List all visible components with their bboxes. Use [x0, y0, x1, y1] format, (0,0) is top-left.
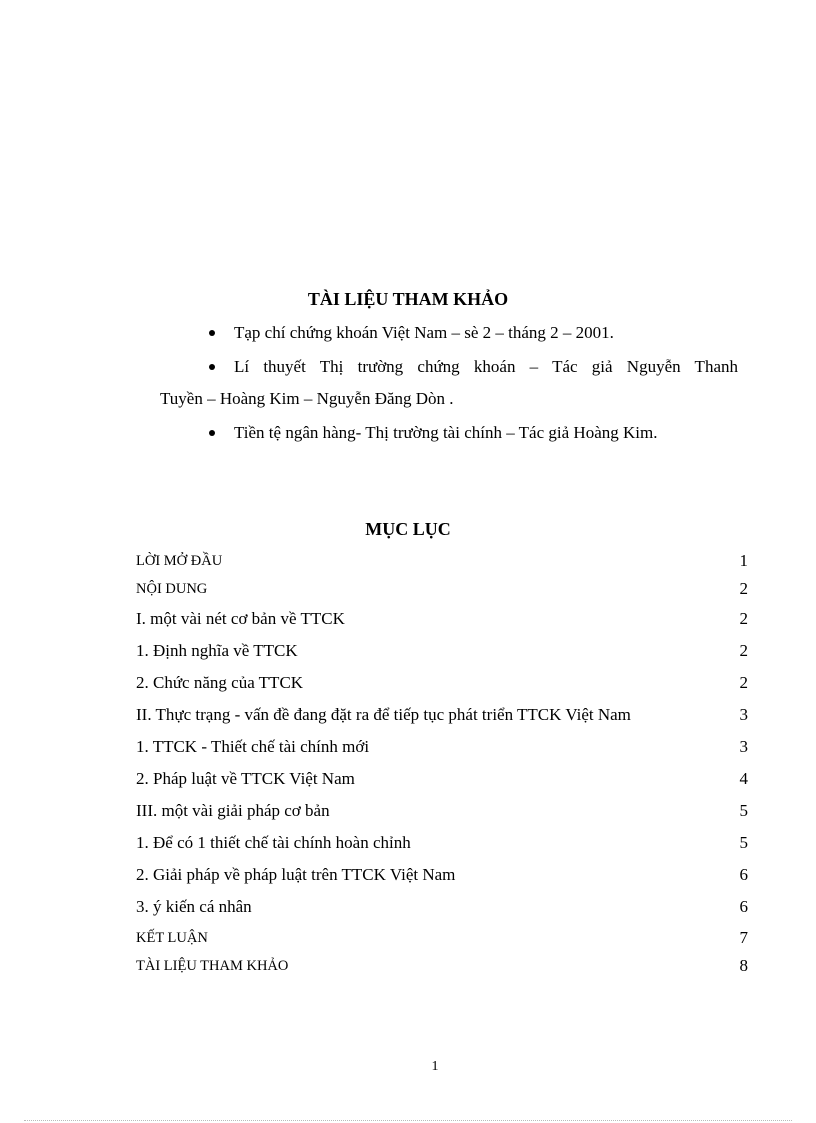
- toc-entry[interactable]: [136, 735, 748, 759]
- toc-entry[interactable]: [136, 926, 748, 950]
- reference-item: Tiền tệ ngân hàng- Thị trường tài chính – Tác giả Hoàng Kim.: [234, 423, 658, 442]
- toc-page: 3: [739, 705, 748, 724]
- toc-entry[interactable]: [136, 954, 748, 978]
- toc-entry[interactable]: [136, 863, 748, 887]
- bullet-icon: [209, 330, 215, 336]
- toc-label: LỜI MỞ ĐẦU: [136, 552, 223, 569]
- toc-label: 1. TTCK - Thiết chế tài chính mới: [136, 737, 370, 756]
- toc-page: 2: [739, 673, 748, 692]
- toc-label: II. Thực trạng - vấn đề đang đặt ra để tiếp tục phát triển TTCK Việt Nam: [136, 705, 631, 724]
- toc-label: KẾT LUẬN: [136, 929, 208, 946]
- toc-label: 1. Để có 1 thiết chế tài chính hoàn chỉnh: [136, 833, 411, 852]
- toc-page: 6: [739, 865, 748, 884]
- toc-label: TÀI LIỆU THAM KHẢO: [136, 957, 289, 974]
- toc-page: 1: [739, 551, 748, 570]
- toc-entry[interactable]: [136, 767, 748, 791]
- toc-page: 2: [739, 609, 748, 628]
- toc-page: 3: [739, 737, 748, 756]
- toc-page: 5: [739, 801, 748, 820]
- page-bottom-divider: [24, 1120, 792, 1121]
- toc-entry[interactable]: [136, 799, 748, 823]
- toc-entry[interactable]: [136, 703, 748, 727]
- toc-page: 6: [739, 897, 748, 916]
- toc-entry[interactable]: [136, 895, 748, 919]
- toc-label: III. một vài giải pháp cơ bản: [136, 801, 330, 820]
- toc-entry[interactable]: [136, 607, 748, 631]
- toc-entry[interactable]: [136, 639, 748, 663]
- page-number: 1: [431, 1059, 439, 1074]
- toc-label: 2. Pháp luật về TTCK Việt Nam: [136, 769, 355, 788]
- reference-item-continuation: Tuyền – Hoàng Kim – Nguyễn Đăng Dòn .: [160, 389, 454, 408]
- bullet-icon: [209, 430, 215, 436]
- toc-label: 2. Chức năng của TTCK: [136, 673, 304, 692]
- toc-label: 2. Giải pháp về pháp luật trên TTCK Việt Nam: [136, 865, 456, 884]
- reference-item: Tạp chí chứng khoán Việt Nam – sè 2 – tháng 2 – 2001.: [234, 323, 614, 342]
- toc-page: 4: [739, 769, 748, 788]
- toc-page: 2: [739, 579, 748, 598]
- toc-label: 3. ý kiến cá nhân: [136, 897, 252, 916]
- toc-entry[interactable]: [136, 577, 748, 601]
- bullet-icon: [209, 364, 215, 370]
- toc-label: NỘI DUNG: [136, 580, 208, 597]
- toc-label: I. một vài nét cơ bản về TTCK: [136, 609, 345, 628]
- toc-page: 5: [739, 833, 748, 852]
- toc-heading: MỤC LỤC: [365, 519, 451, 539]
- toc-entry[interactable]: [136, 549, 748, 573]
- reference-item: Lí thuyết Thị trường chứng khoán – Tác giả Nguyễn Thanh: [234, 357, 738, 376]
- references-heading: TÀI LIỆU THAM KHẢO: [307, 289, 509, 309]
- toc-label: 1. Định nghĩa về TTCK: [136, 641, 298, 660]
- toc-page: 8: [739, 956, 748, 975]
- toc-page: 7: [739, 928, 748, 947]
- toc-entry[interactable]: [136, 671, 748, 695]
- toc-entry[interactable]: [136, 831, 748, 855]
- toc-page: 2: [739, 641, 748, 660]
